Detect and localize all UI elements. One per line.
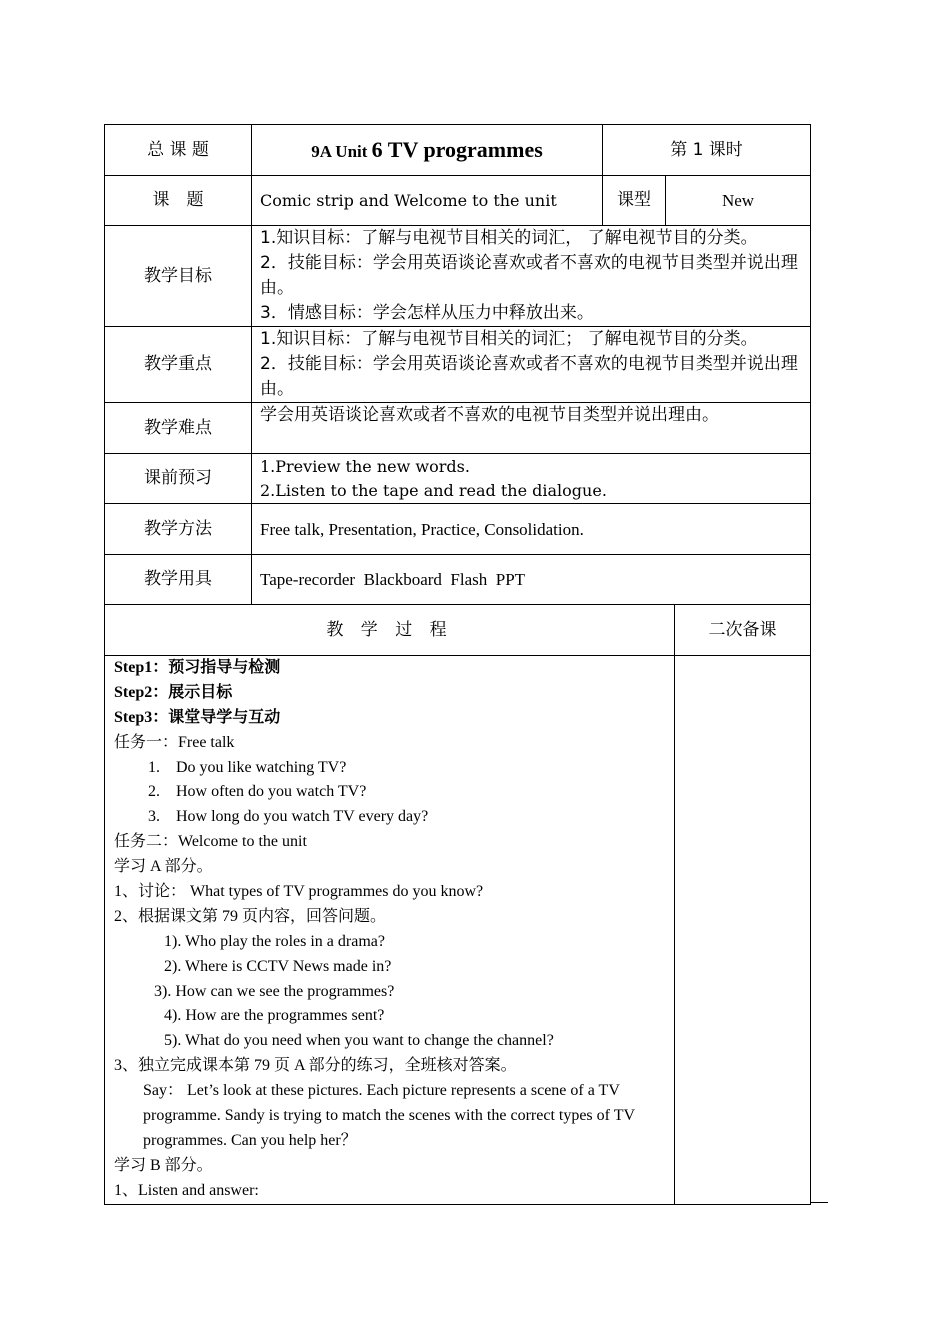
process-line: 5). What do you need when you want to change the channel? — [164, 1032, 554, 1050]
key-points-row — [105, 327, 811, 403]
lesson-title-row — [105, 176, 811, 226]
second-prep-notes — [675, 656, 811, 1205]
period-label: 第 1 课时 — [603, 125, 811, 176]
process-line: 3). How can we see the programmes? — [154, 982, 395, 1000]
topic-row — [105, 125, 811, 176]
objective-line: 由。 — [260, 278, 294, 298]
tools-label: 教学用具 — [105, 555, 252, 605]
process-line: 2. How often do you watch TV? — [148, 783, 367, 801]
process-line: programme. Sandy is trying to match the scenes with the correct types of TV — [143, 1107, 636, 1125]
process-line: 1. Do you like watching TV? — [148, 758, 347, 776]
process-line: programmes. Can you help her？ — [143, 1131, 357, 1149]
objectives-row — [105, 226, 811, 327]
process-line: 4). How are the programmes sent? — [164, 1007, 385, 1025]
process-line: 任务一：Free talk — [114, 733, 235, 751]
process-line: 学习 B 部分。 — [114, 1156, 213, 1174]
key-point-line: 1.知识目标：了解与电视节目相关的词汇； 了解电视节目的分类。 — [260, 329, 758, 349]
preview-content — [252, 454, 811, 504]
key-points-content — [252, 327, 811, 403]
process-line: 1). Who play the roles in a drama? — [164, 932, 385, 950]
difficulties-row — [105, 403, 811, 454]
key-points-label: 教学重点 — [105, 327, 252, 403]
process-line: 学习 A 部分。 — [114, 858, 213, 876]
process-line: Step2：展示目标 — [114, 683, 233, 701]
process-line: 1、讨论： What types of TV programmes do you know? — [114, 883, 484, 901]
objectives-content — [252, 226, 811, 327]
objectives-label: 教学目标 — [105, 226, 252, 327]
objective-line: 1.知识目标：了解与电视节目相关的词汇， 了解电视节目的分类。 — [260, 228, 758, 248]
process-content — [105, 656, 675, 1205]
process-line: 3. How long do you watch TV every day? — [148, 808, 429, 826]
objective-line: 3．情感目标：学会怎样从压力中释放出来。 — [260, 303, 594, 323]
lesson-type-label: 课型 — [603, 176, 666, 226]
table-edge-line — [810, 1202, 828, 1203]
process-header-row — [105, 605, 811, 656]
process-row — [105, 656, 811, 1205]
methods-label: 教学方法 — [105, 504, 252, 555]
lesson-plan-table — [104, 124, 811, 1205]
methods-content: Free talk, Presentation, Practice, Consolidation. — [252, 504, 811, 555]
key-point-line: 2．技能目标：学会用英语谈论喜欢或者不喜欢的电视节目类型并说出理 — [260, 354, 798, 374]
tools-row — [105, 555, 811, 605]
process-line: 任务二：Welcome to the unit — [114, 833, 307, 851]
lesson-title-label: 课 题 — [105, 176, 252, 226]
methods-row — [105, 504, 811, 555]
difficulties-label: 教学难点 — [105, 403, 252, 454]
preview-label: 课前预习 — [105, 454, 252, 504]
process-line: 2、根据课文第 79 页内容，回答问题。 — [114, 907, 387, 925]
lesson-type: New — [666, 176, 811, 226]
preview-line: 1.Preview the new words. — [260, 456, 470, 476]
process-header: 教 学 过 程 — [105, 605, 675, 656]
unit-title: 9A Unit 6 TV programmes — [252, 125, 603, 176]
process-line: Say： Let’s look at these pictures. Each picture represents a scene of a TV — [143, 1082, 620, 1100]
process-line: 2). Where is CCTV News made in? — [164, 957, 392, 975]
process-line: Step3：课堂导学与互动 — [114, 708, 281, 726]
preview-row — [105, 454, 811, 504]
process-line: Step1：预习指导与检测 — [114, 659, 281, 676]
topic-label: 总 课 题 — [105, 125, 252, 176]
difficulties-content: 学会用英语谈论喜欢或者不喜欢的电视节目类型并说出理由。 — [252, 403, 811, 454]
key-point-line: 由。 — [260, 379, 294, 399]
preview-line: 2.Listen to the tape and read the dialogue. — [260, 480, 607, 500]
lesson-title: Comic strip and Welcome to the unit — [252, 176, 603, 226]
process-lines — [114, 656, 666, 1204]
process-line: 1、Listen and answer: — [114, 1181, 259, 1199]
tools-content: Tape-recorder Blackboard Flash PPT — [252, 555, 811, 605]
process-line: 3、独立完成课本第 79 页 A 部分的练习，全班核对答案。 — [114, 1057, 517, 1075]
objective-line: 2．技能目标：学会用英语谈论喜欢或者不喜欢的电视节目类型并说出理 — [260, 253, 798, 273]
second-prep-header: 二次备课 — [675, 605, 811, 656]
